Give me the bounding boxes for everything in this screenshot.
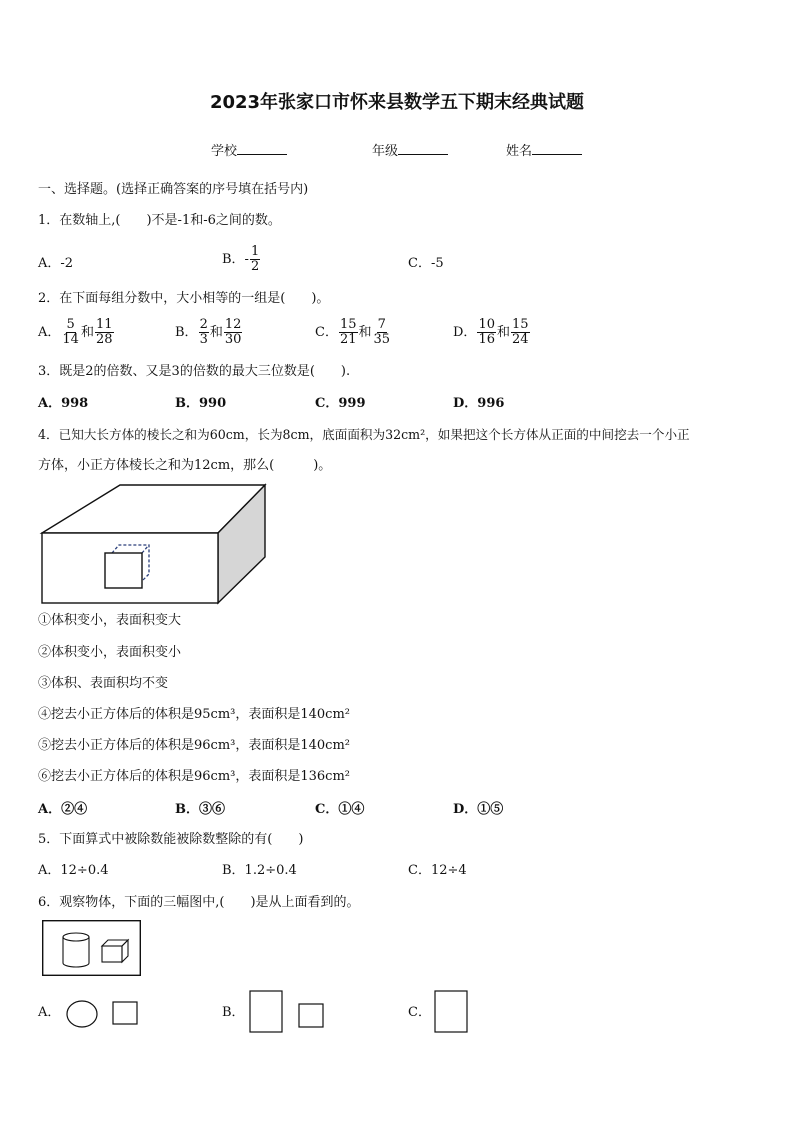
- section-heading: 一、选择题。(选择正确答案的序号填在括号内): [38, 182, 309, 197]
- q4-statement-5: ⑤挖去小正方体后的体积是96cm³，表面积是140cm²: [38, 738, 350, 753]
- q5-option-b[interactable]: B．1.2÷0.4: [222, 863, 297, 878]
- figure-frame: [43, 921, 141, 976]
- fraction: $\frac{12}{30}$: [224, 317, 242, 347]
- fraction: $\frac{15}{21}$: [339, 317, 357, 347]
- q3-option-a[interactable]: A．998: [38, 396, 89, 411]
- q2-option-b[interactable]: B． $\frac{2}{3}$ 和 $\frac{12}{30}$: [175, 317, 242, 347]
- fraction: $\frac{10}{16}$: [478, 317, 495, 347]
- q4-option-a[interactable]: A．②④: [38, 802, 88, 817]
- q4-option-b[interactable]: B．③⑥: [175, 802, 225, 817]
- fraction: $\frac{7}{35}$: [373, 317, 391, 347]
- grade-blank[interactable]: [398, 142, 448, 155]
- grade-label: 年级: [372, 144, 399, 159]
- q4-stem-line2: 方体，小正方体棱长之和为12cm，那么( )。: [38, 458, 332, 473]
- q3-option-b[interactable]: B．990: [175, 396, 227, 411]
- fraction: $\frac{5}{14}$: [62, 317, 79, 347]
- tall-rectangle-shape: [435, 991, 467, 1032]
- q1-stem: 1．在数轴上,( )不是-1和-6之间的数。: [38, 213, 281, 228]
- tall-rectangle-shape: [250, 991, 282, 1032]
- q4-statement-3: ③体积、表面积均不变: [38, 676, 169, 691]
- q5-stem: 5．下面算式中被除数能被除数整除的有( ): [38, 832, 304, 847]
- q4-statement-1: ①体积变小，表面积变大: [38, 613, 182, 628]
- page-title: 2023年张家口市怀来县数学五下期末经典试题: [209, 92, 585, 113]
- q5-option-a[interactable]: A．12÷0.4: [38, 863, 109, 878]
- school-field[interactable]: [211, 142, 287, 160]
- q2-stem: 2．在下面每组分数中，大小相等的一组是( )。: [38, 291, 330, 306]
- q6-option-c-label[interactable]: C．: [408, 1005, 431, 1020]
- name-field[interactable]: [506, 142, 582, 160]
- name-label: 姓名: [506, 144, 533, 159]
- grade-field[interactable]: [372, 142, 448, 160]
- cuboid-figure: [40, 483, 268, 605]
- q6-option-b-figure: [249, 990, 329, 1034]
- q1-option-b[interactable]: [222, 245, 261, 274]
- school-blank[interactable]: [237, 142, 287, 155]
- q4-statement-6: ⑥挖去小正方体后的体积是96cm³，表面积是136cm²: [38, 769, 350, 784]
- q3-option-d[interactable]: D．996: [453, 396, 505, 411]
- q6-option-a-figure: [66, 999, 142, 1029]
- square-shape: [113, 1002, 137, 1024]
- q2-option-a[interactable]: A． $\frac{5}{14}$ 和 $\frac{11}{28}$: [38, 317, 113, 347]
- q6-option-a-label[interactable]: A．: [38, 1005, 61, 1020]
- q6-option-c-figure: [434, 990, 470, 1034]
- q4-stem-line1: 4．已知大长方体的棱长之和为60cm，长为8cm，底面面积为32cm²，如果把这个长方体从正面的中间挖去一个小正: [38, 427, 690, 442]
- fraction: $\frac{15}{24}$: [512, 317, 529, 347]
- circle-shape: [67, 1001, 97, 1027]
- cuboid-front-face: [42, 533, 218, 603]
- q5-option-c[interactable]: C．12÷4: [408, 863, 467, 878]
- q4-option-c[interactable]: C．①④: [315, 802, 365, 817]
- q3-option-c[interactable]: C．999: [315, 396, 366, 411]
- q4-option-d[interactable]: D．①⑤: [453, 802, 504, 817]
- name-blank[interactable]: [532, 142, 582, 155]
- q2-option-c[interactable]: C． $\frac{15}{21}$ 和 $\frac{7}{35}$: [315, 317, 391, 347]
- q1-option-b-prefix: B．-: [222, 252, 249, 267]
- q6-objects-figure: [42, 920, 142, 976]
- q2-option-d[interactable]: D． $\frac{10}{16}$ 和 $\frac{15}{24}$: [453, 317, 529, 347]
- square-shape: [299, 1004, 323, 1027]
- q4-statement-4: ④挖去小正方体后的体积是95cm³，表面积是140cm²: [38, 707, 350, 722]
- q1-option-a[interactable]: A．-2: [38, 256, 74, 271]
- school-label: 学校: [211, 144, 238, 159]
- q3-stem: 3．既是2的倍数、又是3的倍数的最大三位数是( ).: [38, 364, 351, 379]
- q1-option-b-fraction: $\frac{1}{2}$: [250, 244, 260, 274]
- q4-statement-2: ②体积变小，表面积变小: [38, 645, 182, 660]
- q6-stem: 6．观察物体，下面的三幅图中,( )是从上面看到的。: [38, 895, 360, 910]
- fraction: $\frac{11}{28}$: [95, 317, 113, 347]
- q1-option-c[interactable]: C．-5: [408, 256, 444, 271]
- q6-option-b-label[interactable]: B．: [222, 1005, 245, 1020]
- fraction: $\frac{2}{3}$: [199, 317, 208, 347]
